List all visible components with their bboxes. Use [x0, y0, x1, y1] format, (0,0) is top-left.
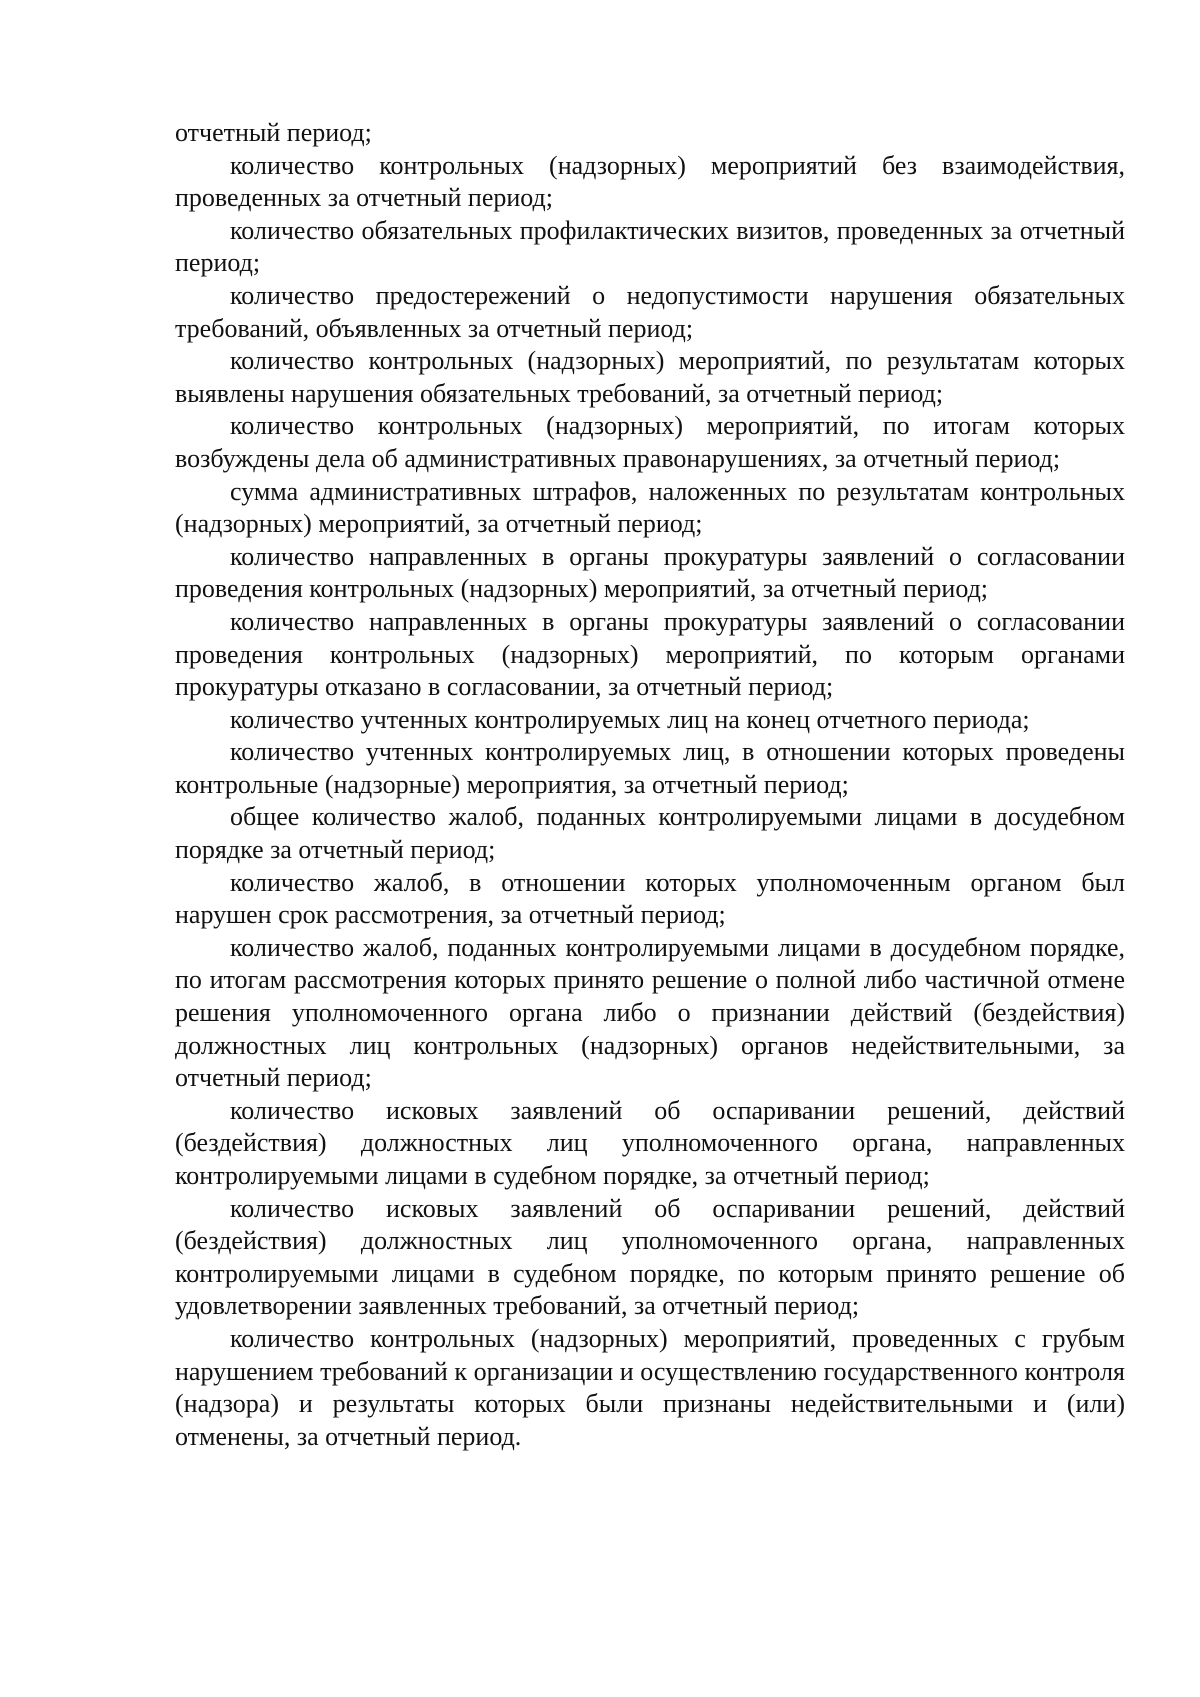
- paragraph: количество направленных в органы прокуратуры заявлений о согласовании проведения контрольных (надзорных) мероприятий, по которым органами прокуратуры отказано в согласовании, за отчетный период;: [175, 606, 1125, 702]
- paragraph: количество исковых заявлений об оспаривании решений, действий (бездействия) должностных лиц уполномоченного органа, направленных контролируемыми лицами в судебном порядке, по которым принято решение об удовлетворении заявленных требований, за отчетный период;: [175, 1193, 1125, 1321]
- paragraph: количество контрольных (надзорных) мероприятий, по результатам которых выявлены нарушения обязательных требований, за отчетный период;: [175, 346, 1125, 408]
- paragraph: количество предостережений о недопустимости нарушения обязательных требований, объявленных за отчетный период;: [175, 280, 1125, 343]
- paragraph: количество обязательных профилактических визитов, проведенных за отчетный период;: [175, 215, 1125, 278]
- document-body: [175, 117, 1125, 1453]
- paragraph-continuation: отчетный период;: [175, 118, 372, 147]
- paragraph: общее количество жалоб, поданных контролируемыми лицами в досудебном порядке за отчетный период;: [175, 802, 1125, 865]
- paragraph: количество исковых заявлений об оспаривании решений, действий (бездействия) должностных лиц уполномоченного органа, направленных контролируемыми лицами в судебном порядке, за отчетный период;: [175, 1095, 1125, 1190]
- paragraph: количество контрольных (надзорных) мероприятий, по итогам которых возбуждены дела об административных правонарушениях, за отчетный период;: [175, 411, 1125, 473]
- paragraph: количество направленных в органы прокуратуры заявлений о согласовании проведения контрольных (надзорных) мероприятий, за отчетный период;: [175, 541, 1125, 604]
- paragraph: количество учтенных контролируемых лиц, в отношении которых проведены контрольные (надзорные) мероприятия, за отчетный период;: [175, 737, 1125, 799]
- paragraph: количество контрольных (надзорных) мероприятий, проведенных с грубым нарушением требований к организации и осуществлению государственного контроля (надзора) и результаты которых были признаны недействительными и (или) отменены, за отчетный период.: [175, 1323, 1125, 1451]
- paragraph: количество учтенных контролируемых лиц на конец отчетного периода;: [230, 704, 1030, 734]
- paragraph: количество жалоб, в отношении которых уполномоченным органом был нарушен срок рассмотрения, за отчетный период;: [175, 867, 1125, 930]
- paragraph: количество контрольных (надзорных) мероприятий без взаимодействия, проведенных за отчетный период;: [175, 150, 1125, 213]
- paragraph: количество жалоб, поданных контролируемыми лицами в досудебном порядке, по итогам рассмотрения которых принято решение о полной либо частичной отмене решения уполномоченного органа либо о признании действий (бездействия) должностных лиц контрольных (надзорных) органов недействительными, за отчетный период;: [175, 932, 1125, 1093]
- paragraph: сумма административных штрафов, наложенных по результатам контрольных (надзорных) мероприятий, за отчетный период;: [175, 476, 1125, 539]
